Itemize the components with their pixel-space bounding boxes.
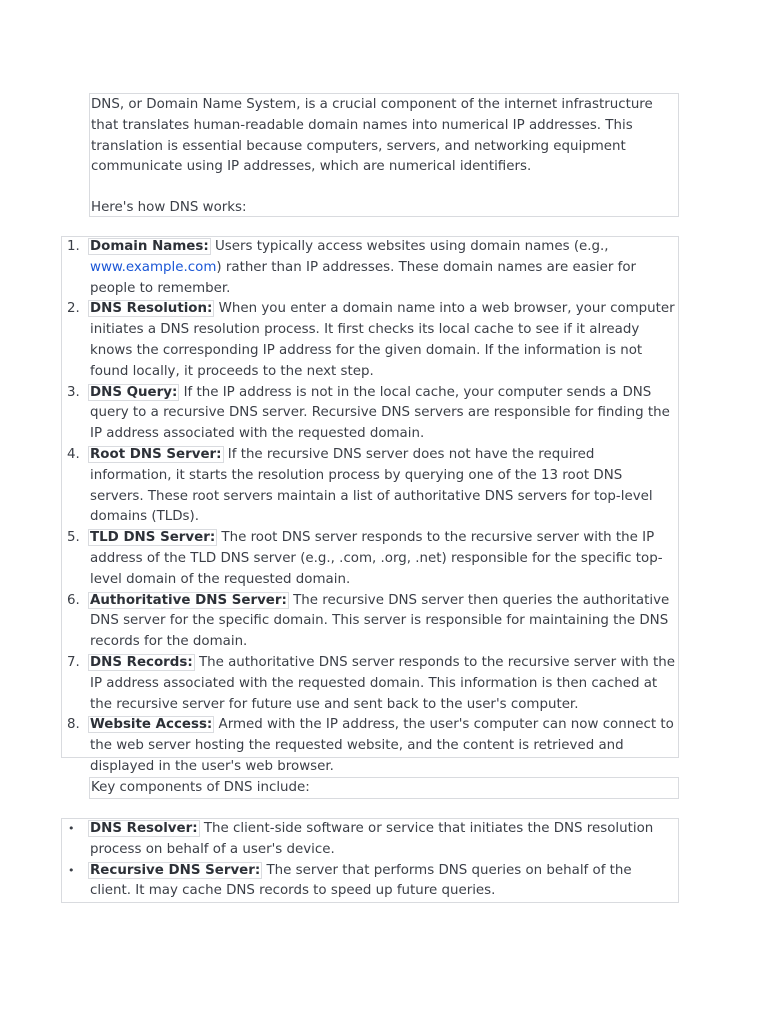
key-components-heading-box [89, 777, 679, 799]
component-term: DNS Resolver: [90, 821, 198, 836]
list-item [62, 237, 678, 299]
components-bullet-list [62, 819, 678, 902]
example-link[interactable]: www.example.com [90, 259, 217, 275]
list-item [62, 383, 678, 445]
list-item [62, 528, 678, 590]
step-term: Root DNS Server: [90, 446, 222, 462]
component-text: The client-side software or service that initiates the DNS resolution process on behalf of a user's device. [90, 821, 654, 857]
steps-ordered-list [62, 237, 678, 778]
how-it-works-label: Here's how DNS works: [91, 200, 247, 216]
list-item [62, 715, 678, 777]
step-text: If the recursive DNS server does not have the required information, it starts the resolution process by querying one of the 13 root DNS servers. These root servers maintain a list of authoritative DNS servers for top-level domains (TLDs). [90, 446, 653, 525]
step-term: Domain Names: [90, 239, 209, 254]
step-term: Website Access: [90, 717, 213, 733]
paragraph-gap [90, 178, 678, 197]
components-list [61, 818, 679, 903]
step-text: If the IP address is not in the local cache, your computer sends a DNS query to a recursive DNS server. Recursive DNS servers are responsible for finding the IP address associated with the requested domain. [90, 384, 670, 442]
step-term: TLD DNS Server: [90, 530, 216, 546]
step-number: 3. [67, 384, 80, 400]
intro-section [89, 93, 679, 217]
list-item [62, 591, 678, 653]
component-text: The server that performs DNS queries on behalf of the client. It may cache DNS records to speed up future queries. [90, 862, 632, 899]
list-item [62, 861, 678, 903]
step-number: 5. [67, 530, 80, 546]
list-item [62, 819, 678, 861]
step-number: 8. [67, 717, 80, 733]
step-term: DNS Records: [90, 654, 193, 670]
step-number: 4. [67, 446, 80, 462]
bullet-icon: • [68, 863, 75, 877]
step-term: DNS Query: [90, 384, 178, 400]
list-item [62, 445, 678, 528]
step-text: ) rather than IP addresses. These domain names are easier for people to remember. [90, 259, 637, 296]
bullet-icon: • [68, 822, 75, 835]
step-text: The authoritative DNS server responds to the recursive server with the IP address associated with the requested domain. This information is then cached at the recursive server for future use and sent back to the user's computer. [90, 654, 676, 712]
list-item [62, 653, 678, 715]
step-number: 2. [67, 301, 80, 317]
step-number: 6. [67, 592, 80, 608]
key-components-heading: Key components of DNS include: [91, 780, 310, 795]
list-item [62, 299, 678, 382]
step-number: 7. [67, 654, 80, 670]
step-text: The recursive DNS server then queries the authoritative DNS server for the specific domain. This server is responsible for maintaining the DNS records for the domain. [90, 592, 670, 650]
intro-paragraph: DNS, or Domain Name System, is a crucial component of the internet infrastructure that translates human-readable domain names into numerical IP addresses. This translation is essential because computers, servers, and networking equipment communicate using IP addresses, which are numerical identifiers. [91, 97, 653, 175]
step-text: The root DNS server responds to the recursive server with the IP address of the TLD DNS server (e.g., .com, .org, .net) responsible for the specific top-level domain of the requested domain. [90, 530, 663, 587]
step-term: Authoritative DNS Server: [90, 592, 287, 608]
dns-steps-list [61, 236, 679, 774]
step-text: When you enter a domain name into a web browser, your computer initiates a DNS resolution process. It first checks its local cache to see if it already knows the corresponding IP address for the given domain. If the information is not found locally, it proceeds to the next step. [90, 301, 675, 379]
step-term: DNS Resolution: [90, 301, 213, 317]
component-term: Recursive DNS Server: [90, 862, 261, 878]
step-text: Users typically access websites using domain names (e.g., [210, 239, 609, 254]
step-number: 1. [67, 239, 80, 254]
step-text: Armed with the IP address, the user's computer can now connect to the web server hosting the requested website, and the content is retrieved and displayed in the user's web browser. [90, 717, 674, 774]
